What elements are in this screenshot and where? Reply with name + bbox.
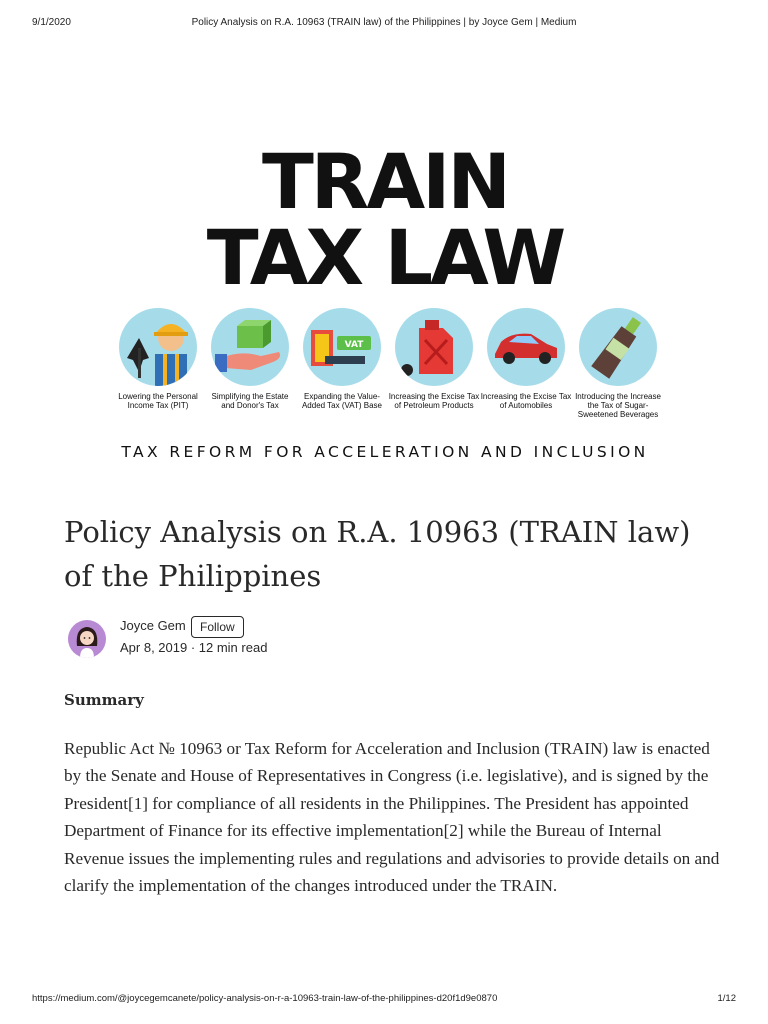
hero-image [110, 137, 661, 475]
follow-button[interactable]: Follow [191, 616, 244, 638]
author-row [68, 616, 468, 664]
hero-item-pit [112, 308, 204, 410]
hero-item-estate [204, 308, 296, 410]
worker-icon [119, 308, 197, 386]
hero-item-caption: Increasing the Excise Tax of Petroleum Products [388, 392, 480, 410]
hero-item-caption: Expanding the Value-Added Tax (VAT) Base [301, 392, 383, 410]
body-paragraph: Republic Act № 10963 or Tax Reform for Acceleration and Inclusion (TRAIN) law is enacted by the Senate and House of Representatives in Congress (i.e. legislative), and is signed by the President[1] for compliance of all residents in the Philippines. The President has appointed Department of Finance for its effective implementation[2] while the Bureau of Internal Revenue issues the implementing rules and regulations and advisories to provide details on and clarify the implementation of the changes introduced under the TRAIN. [64, 739, 720, 896]
hero-item-caption: Lowering the Personal Income Tax (PIT) [118, 392, 198, 410]
hero-title-line1: TRAIN [261, 137, 509, 226]
article-title: Policy Analysis on R.A. 10963 (TRAIN law) of the Philippines [64, 515, 691, 593]
car-icon [487, 308, 565, 386]
hero-subtitle: TAX REFORM FOR ACCELERATION AND INCLUSION [121, 443, 649, 461]
hand-box-icon [211, 308, 289, 386]
print-url: https://medium.com/@joycegemcanete/policy-analysis-on-r-a-10963-train-law-of-the-philippines-d20f1d9e0870 [32, 993, 498, 1004]
hero-item-beverages [572, 308, 664, 419]
hero-item-caption: Simplifying the Estate and Donor's Tax [211, 392, 289, 410]
hero-item-caption: Introducing the Increase the Tax of Sugar-Sweetened Beverages [575, 392, 661, 419]
hero-title-line2: TAX LAW [206, 213, 564, 302]
summary-heading: Summary [64, 691, 144, 709]
article-meta: Apr 8, 2019 · 12 min read [120, 640, 268, 655]
hero-item-vat [296, 308, 388, 410]
fuel-can-icon [395, 308, 473, 386]
hero-item-caption: Increasing the Excise Tax of Automobiles [480, 392, 572, 410]
print-header [0, 0, 768, 28]
bottle-icon [579, 308, 657, 386]
hero-icon-row [110, 308, 660, 428]
author-name[interactable]: Joyce Gem [120, 618, 186, 633]
print-doc-title: Policy Analysis on R.A. 10963 (TRAIN law) of the Philippines | by Joyce Gem | Medium [191, 17, 577, 28]
vat-icon [303, 308, 381, 386]
svg-text:VAT: VAT [344, 340, 364, 350]
avatar[interactable] [68, 620, 106, 658]
hero-item-petroleum [388, 308, 480, 410]
hero-item-automobiles [480, 308, 572, 410]
print-date: 9/1/2020 [32, 17, 71, 28]
print-footer [0, 990, 768, 1010]
print-page-number: 1/12 [717, 993, 736, 1004]
